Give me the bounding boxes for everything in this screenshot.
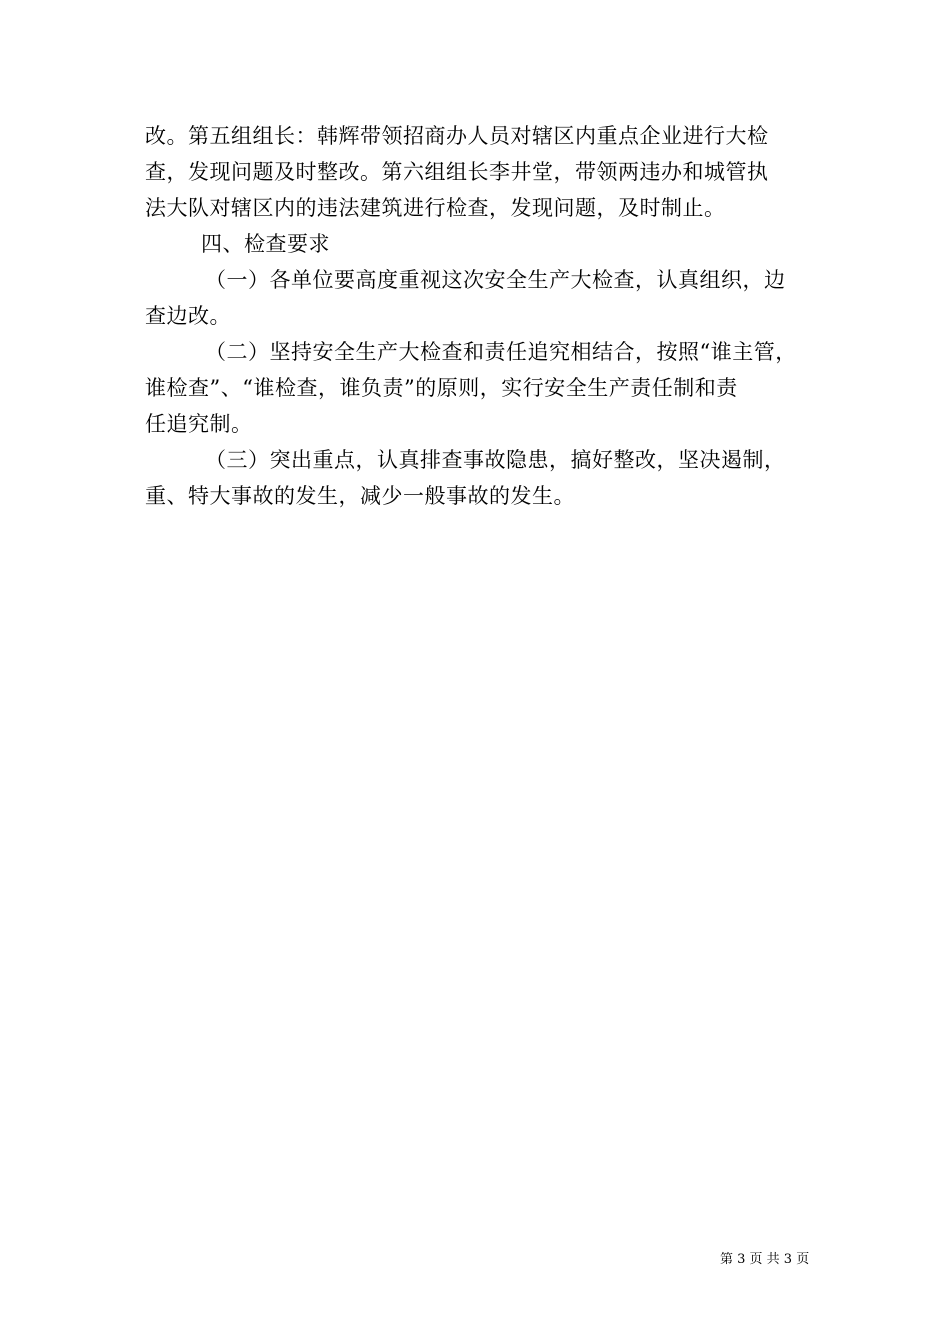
document-body — [145, 118, 810, 514]
text-line-11: 重、特大事故的发生，减少一般事故的发生。 — [145, 484, 575, 508]
text-line-1: 改。第五组组长：韩辉带领招商办人员对辖区内重点企业进行大检 — [145, 124, 769, 148]
text-line-5: （一）各单位要高度重视这次安全生产大检查，认真组织，边 — [205, 268, 786, 292]
text-line-10: （三）突出重点，认真排查事故隐患，搞好整改，坚决遏制， — [205, 448, 786, 472]
section-heading: 四、检查要求 — [201, 232, 330, 256]
text-line-2: 查，发现问题及时整改。第六组组长李井堂，带领两违办和城管执 — [145, 160, 769, 184]
text-line-9: 任追究制。 — [145, 412, 253, 436]
text-line-8: 谁检查”、“谁检查，谁负责”的原则，实行安全生产责任制和责 — [145, 376, 738, 400]
text-line-3: 法大队对辖区内的违法建筑进行检查，发现问题，及时制止。 — [145, 196, 726, 220]
page-number-footer: 第 3 页 共 3 页 — [720, 1252, 810, 1267]
text-line-6: 查边改。 — [145, 304, 231, 328]
text-line-7: （二）坚持安全生产大检查和责任追究相结合，按照“谁主管， — [205, 340, 797, 364]
